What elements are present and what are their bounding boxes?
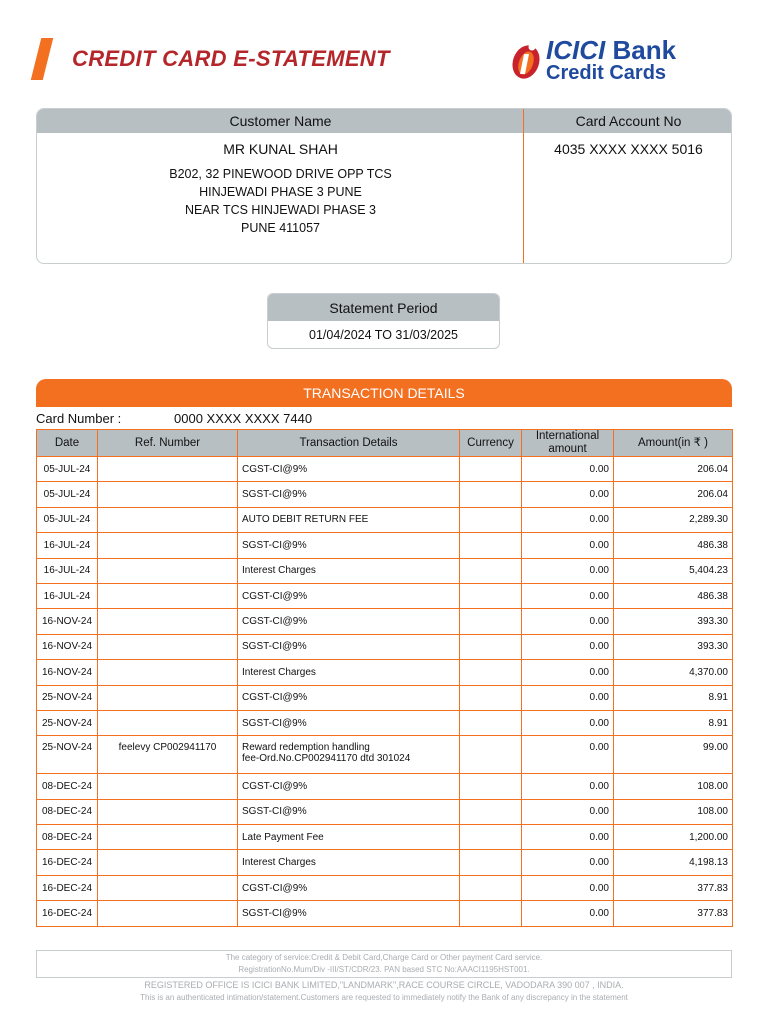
orange-slash-decoration [31,38,53,80]
cell-international-amount: 0.00 [522,507,614,532]
cell-date: 25-NOV-24 [37,736,98,774]
cell-currency [460,507,522,532]
cell-currency [460,457,522,482]
cell-currency [460,583,522,608]
address-line: HINJEWADI PHASE 3 PUNE [199,185,362,199]
cell-amount: 5,404.23 [614,558,733,583]
cell-international-amount: 0.00 [522,736,614,774]
cell-international-amount: 0.00 [522,660,614,685]
cell-details: CGST-CI@9% [238,774,460,799]
cell-details: SGST-CI@9% [238,901,460,926]
table-row [37,736,733,774]
customer-name: MR KUNAL SHAH [223,141,338,157]
authentication-notice: This is an authenticated intimation/statement.Customers are requested to immediately notify the Bank of any discrepancy in the statement [140,993,628,1002]
cell-amount: 1,200.00 [614,825,733,850]
address-line: NEAR TCS HINJEWADI PHASE 3 [184,203,376,217]
page-title: CREDIT CARD E-STATEMENT [72,46,390,71]
cell-amount: 393.30 [614,634,733,659]
customer-address [37,165,524,237]
cell-ref [98,901,238,926]
cell-date: 16-NOV-24 [37,609,98,634]
cell-ref [98,825,238,850]
cell-international-amount: 0.00 [522,825,614,850]
cell-ref [98,507,238,532]
service-category-text: The category of service:Credit & Debit Card,Charge Card or Other payment Card service. [225,953,543,962]
cell-amount: 108.00 [614,799,733,824]
cell-details [238,736,460,774]
cell-international-amount: 0.00 [522,875,614,900]
card-number-label: Card Number : [36,411,122,426]
cell-date: 16-DEC-24 [37,850,98,875]
transaction-details-banner: TRANSACTION DETAILS [36,379,732,407]
cell-date: 16-JUL-24 [37,558,98,583]
logo-text-credit-cards: Credit Cards [546,62,667,84]
table-row [37,850,733,875]
icici-logo [508,36,733,86]
cell-details: CGST-CI@9% [238,583,460,608]
cell-international-amount: 0.00 [522,710,614,735]
table-row [37,660,733,685]
cell-currency [460,710,522,735]
cell-details: Interest Charges [238,660,460,685]
cell-currency [460,685,522,710]
cell-details: SGST-CI@9% [238,634,460,659]
cell-date: 05-JUL-24 [37,507,98,532]
cell-ref [98,660,238,685]
cell-date: 08-DEC-24 [37,825,98,850]
cell-details: Interest Charges [238,850,460,875]
cell-currency [460,901,522,926]
cell-details: Late Payment Fee [238,825,460,850]
service-info-box [36,950,732,978]
cell-date: 16-NOV-24 [37,634,98,659]
cell-amount: 377.83 [614,901,733,926]
registration-text: RegistrationNo.Mum/Div -III/ST/CDR/23. PAN based STC No:AAACI1195HST001. [238,965,530,974]
cell-date: 16-DEC-24 [37,875,98,900]
cell-date: 25-NOV-24 [37,685,98,710]
table-row [37,609,733,634]
cell-ref [98,799,238,824]
cell-details: AUTO DEBIT RETURN FEE [238,507,460,532]
cell-ref [98,457,238,482]
card-account-header: Card Account No [524,109,732,133]
cell-ref [98,685,238,710]
cell-amount: 8.91 [614,685,733,710]
cell-currency [460,558,522,583]
icici-logo-icon [508,38,544,82]
details-line: Reward redemption handling [242,742,370,754]
cell-ref [98,850,238,875]
column-header-date: Date [37,430,98,457]
card-account-number: 4035 XXXX XXXX 5016 [554,141,703,157]
cell-international-amount: 0.00 [522,583,614,608]
cell-date: 16-JUL-24 [37,533,98,558]
statement-period-box [267,293,500,349]
cell-amount: 206.04 [614,457,733,482]
card-number: 0000 XXXX XXXX 7440 [174,411,313,426]
statement-period-value: 01/04/2024 TO 31/03/2025 [309,328,458,342]
cell-details: CGST-CI@9% [238,457,460,482]
address-line: PUNE 411057 [241,221,320,235]
cell-currency [460,850,522,875]
cell-details: SGST-CI@9% [238,799,460,824]
table-header-row [37,430,733,457]
cell-amount: 377.83 [614,875,733,900]
cell-details: Interest Charges [238,558,460,583]
cell-amount: 486.38 [614,533,733,558]
cell-details: CGST-CI@9% [238,609,460,634]
column-header-ref-number: Ref. Number [98,430,238,457]
column-header-transaction-details: Transaction Details [238,430,460,457]
cell-ref [98,583,238,608]
table-row [37,533,733,558]
logo-text-bank: ICICI Bank [546,35,677,65]
column-header-amount: Amount(in ₹ ) [614,430,733,457]
table-row [37,710,733,735]
cell-ref [98,634,238,659]
table-row [37,507,733,532]
table-row [37,774,733,799]
cell-international-amount: 0.00 [522,799,614,824]
cell-ref [98,774,238,799]
cell-ref [98,609,238,634]
cell-amount: 108.00 [614,774,733,799]
cell-date: 16-NOV-24 [37,660,98,685]
cell-amount: 2,289.30 [614,507,733,532]
statement-period-header: Statement Period [268,294,499,321]
cell-currency [460,825,522,850]
transactions-table [36,429,732,927]
cell-international-amount: 0.00 [522,774,614,799]
cell-date: 05-JUL-24 [37,457,98,482]
table-row [37,825,733,850]
cell-amount: 206.04 [614,482,733,507]
table-row [37,799,733,824]
cell-international-amount: 0.00 [522,558,614,583]
cell-international-amount: 0.00 [522,850,614,875]
customer-name-header: Customer Name [37,109,524,133]
table-row [37,558,733,583]
cell-international-amount: 0.00 [522,533,614,558]
cell-details: SGST-CI@9% [238,482,460,507]
cell-currency [460,609,522,634]
cell-international-amount: 0.00 [522,685,614,710]
address-line: B202, 32 PINEWOOD DRIVE OPP TCS [169,167,392,181]
cell-date: 16-JUL-24 [37,583,98,608]
cell-ref [98,558,238,583]
table-row [37,634,733,659]
cell-international-amount: 0.00 [522,901,614,926]
table-row [37,482,733,507]
cell-date: 08-DEC-24 [37,774,98,799]
cell-date: 08-DEC-24 [37,799,98,824]
cell-international-amount: 0.00 [522,609,614,634]
cell-details: CGST-CI@9% [238,875,460,900]
cell-date: 25-NOV-24 [37,710,98,735]
cell-ref: feelevy CP002941170 [98,736,238,774]
cell-currency [460,634,522,659]
cell-international-amount: 0.00 [522,634,614,659]
cell-details: CGST-CI@9% [238,685,460,710]
table-row [37,457,733,482]
table-row [37,685,733,710]
cell-amount: 8.91 [614,710,733,735]
cell-currency [460,533,522,558]
cell-ref [98,875,238,900]
cell-international-amount: 0.00 [522,457,614,482]
cell-details: SGST-CI@9% [238,533,460,558]
cell-amount: 4,370.00 [614,660,733,685]
table-row [37,901,733,926]
cell-amount: 4,198.13 [614,850,733,875]
cell-international-amount: 0.00 [522,482,614,507]
cell-currency [460,482,522,507]
cell-amount: 393.30 [614,609,733,634]
cell-ref [98,482,238,507]
cell-currency [460,660,522,685]
details-line: fee-Ord.No.CP002941170 dtd 301024 [242,753,411,765]
cell-ref [98,533,238,558]
cell-ref [98,710,238,735]
cell-amount: 486.38 [614,583,733,608]
cell-currency [460,736,522,774]
cell-details: SGST-CI@9% [238,710,460,735]
registered-office-text: REGISTERED OFFICE IS ICICI BANK LIMITED,"LANDMARK",RACE COURSE CIRCLE, VADODARA 390 007 , INDIA. [144,980,624,990]
cell-currency [460,875,522,900]
column-header-international-amount: International amount [522,430,614,457]
column-header-currency: Currency [460,430,522,457]
cell-date: 05-JUL-24 [37,482,98,507]
customer-info-box [36,108,732,264]
cell-amount: 99.00 [614,736,733,774]
table-row [37,583,733,608]
cell-currency [460,774,522,799]
cell-currency [460,799,522,824]
cell-date: 16-DEC-24 [37,901,98,926]
table-row [37,875,733,900]
